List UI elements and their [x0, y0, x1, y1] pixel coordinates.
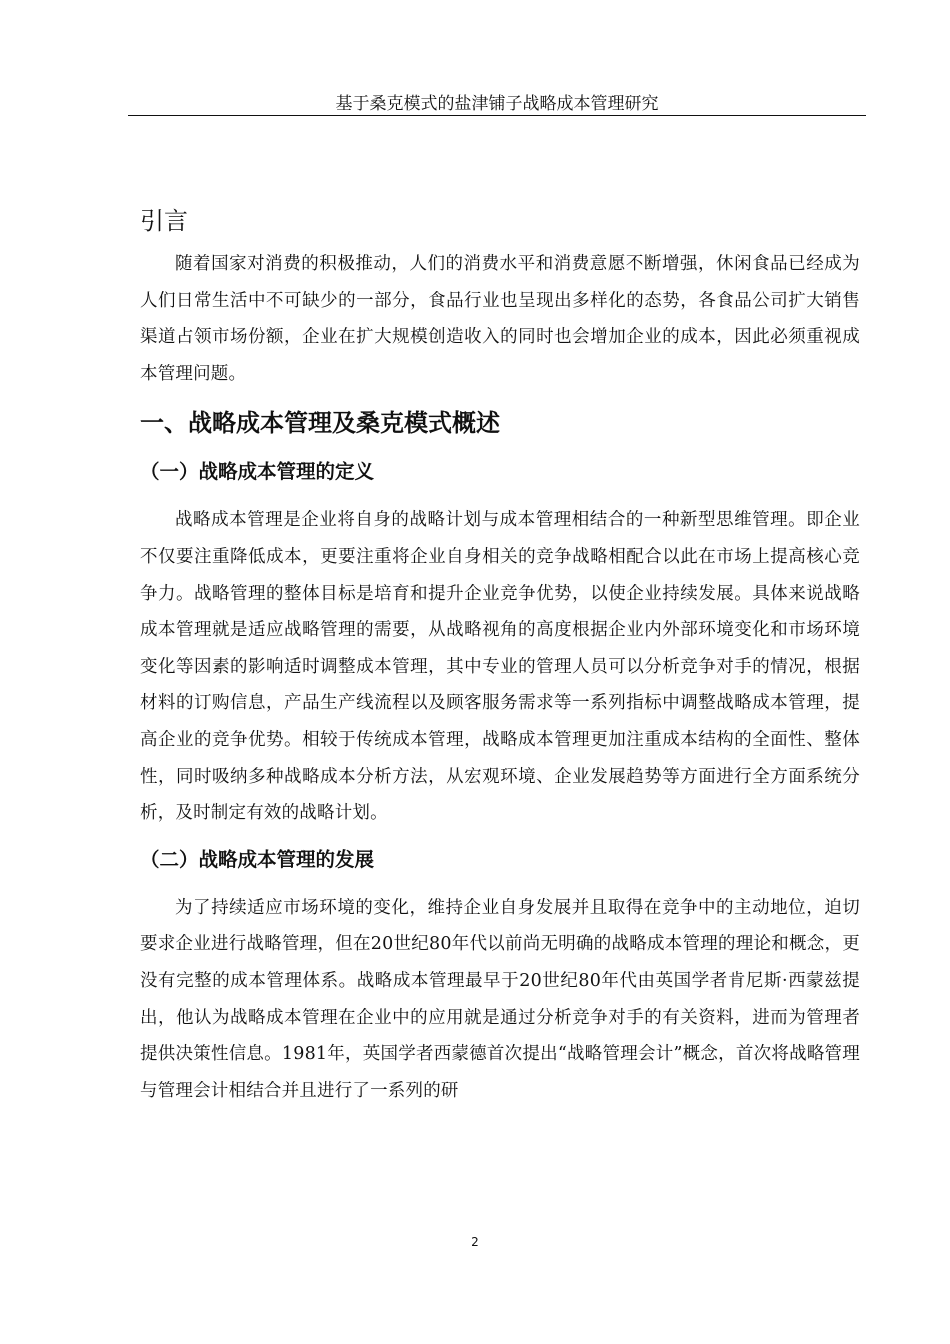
subsection-1-heading: （一）战略成本管理的定义 — [140, 460, 375, 484]
page-body — [140, 204, 860, 1109]
subsection-2-heading: （二）战略成本管理的发展 — [140, 847, 375, 871]
subsection-2-paragraph: 为了持续适应市场环境的变化，维持企业自身发展并且取得在竞争中的主动地位，迫切要求企业进行战略管理，但在20世纪80年代以前尚无明确的战略成本管理的理论和概念，更没有完整的成本管理体系。战略成本管理最早于20世纪80年代由英国学者肯尼斯·西蒙兹提出，他认为战略成本管理在企业中的应用就是通过分析竞争对手的有关资料，进而为管理者提供决策性信息。1981年，英国学者西蒙德首次提出“战略管理会计”概念，首次将战略管理与管理会计相结合并且进行了一系列的研 — [140, 897, 860, 1101]
section-1-heading: 一、战略成本管理及桑克模式概述 — [140, 409, 500, 438]
subsection-1-paragraph: 战略成本管理是企业将自身的战略计划与成本管理相结合的一种新型思维管理。即企业不仅要注重降低成本，更要注重将企业自身相关的竞争战略相配合以此在市场上提高核心竞争力。战略管理的整体目标是培育和提升企业竞争优势，以使企业持续发展。具体来说战略成本管理就是适应战略管理的需要，从战略视角的高度根据企业内外部环境变化和市场环境变化等因素的影响适时调整成本管理，其中专业的管理人员可以分析竞争对手的情况，根据材料的订购信息，产品生产线流程以及顾客服务需求等一系列指标中调整战略成本管理，提高企业的竞争优势。相较于传统成本管理，战略成本管理更加注重成本结构的全面性、整体性，同时吸纳多种战略成本分析方法，从宏观环境、企业发展趋势等方面进行全方面系统分析，及时制定有效的战略计划。 — [140, 510, 860, 824]
intro-paragraph: 随着国家对消费的积极推动，人们的消费水平和消费意愿不断增强，休闲食品已经成为人们日常生活中不可缺少的一部分，食品行业也呈现出多样化的态势，各食品公司扩大销售渠道占领市场份额，企业在扩大规模创造收入的同时也会增加企业的成本，因此必须重视成本管理问题。 — [140, 254, 860, 384]
intro-heading: 引言 — [140, 207, 188, 235]
header-rule — [128, 115, 866, 116]
running-header: 基于桑克模式的盐津铺子战略成本管理研究 — [335, 94, 659, 114]
page-number: 2 — [471, 1235, 479, 1249]
